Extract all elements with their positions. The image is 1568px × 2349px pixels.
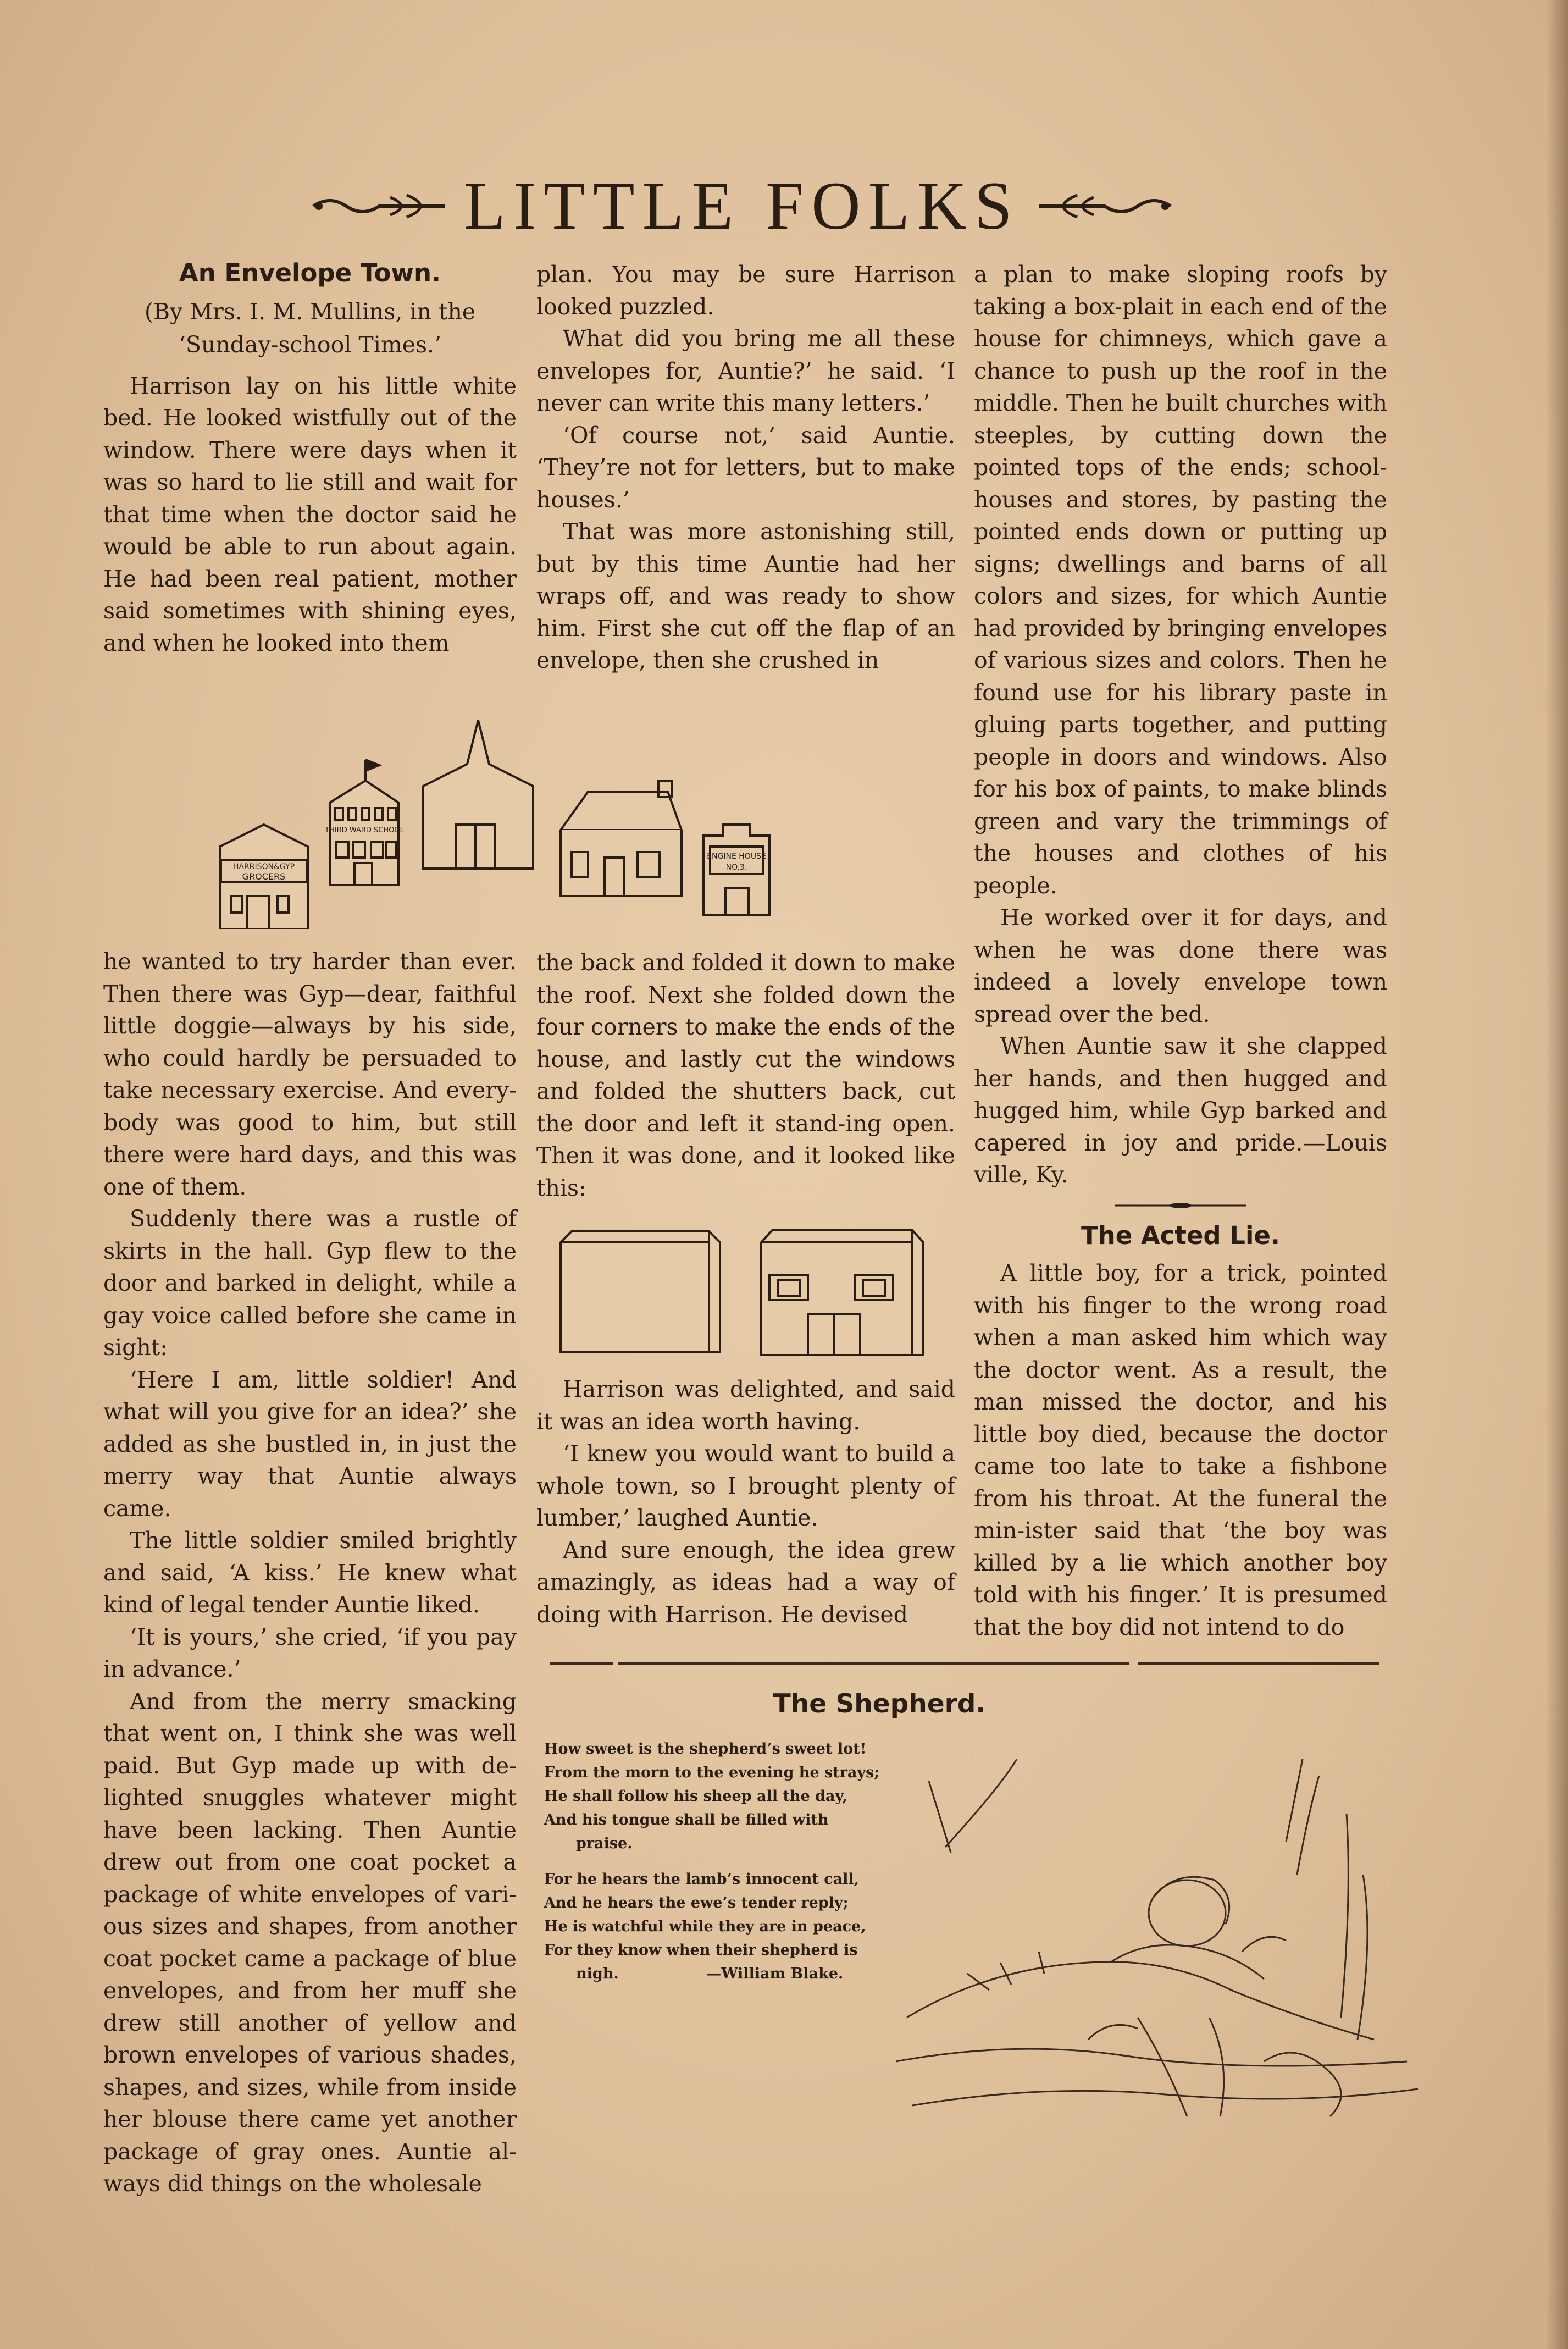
school-building (324, 760, 405, 885)
byline-line-1: (By Mrs. I. M. Mullins, in the (144, 298, 476, 325)
paragraph: A little boy, for a trick, pointed with his finger to the wrong road when a man asked him which way the doctor went. As a result, the man missed the doctor, and his little boy died, because the doctor came too late to take a fishbone from his throat. At the funeral the min-ister said that ‘the boy was killed by a lie which another boy told with his finger.’ It is presumed that the boy did not intend to do (974, 1260, 1387, 1640)
grocer-sign-2: GROCERS (242, 871, 286, 882)
paragraph: ‘I knew you would want to build a whole town, so I brought plenty of lumber,’ laughed Auntie. (536, 1440, 955, 1531)
paragraph: he wanted to try harder than ever. Then there was Gyp—dear, faithful little doggie—always by his side, who could hardly be persuaded to take necessary exercise. And every-body was good to him, but still there were hard days, and this was one of them. (103, 948, 517, 1200)
grocer-sign-1: HARRISON&GYP (232, 863, 295, 871)
acted-lie-title: The Acted Lie. (1081, 1220, 1281, 1250)
paragraph: What did you bring me all these envelopes for, Auntie?’ he said. ‘I never can write this many letters.’ (536, 325, 955, 416)
column-1-bottom (103, 946, 517, 2200)
paragraph: ‘Of course not,’ said Auntie. ‘They’re not for letters, but to make houses.’ (536, 422, 955, 513)
horizontal-rule (1138, 1662, 1379, 1665)
poem-line: From the morn to the evening he strays; (544, 1764, 880, 1781)
horizontal-rule (550, 1662, 613, 1665)
poem-line: And his tongue shall be filled with (544, 1811, 829, 1828)
column-2-lower (536, 1373, 955, 1631)
paragraph: And sure enough, the idea grew amazingly, as ideas had a way of doing with Harrison. He devised (536, 1536, 955, 1628)
masthead (275, 165, 1209, 247)
paragraph: The little soldier smiled brightly and said, ‘A kiss.’ He knew what kind of legal tender Auntie liked. (103, 1527, 517, 1618)
house-building (561, 781, 682, 896)
section-separator (1115, 1201, 1246, 1210)
masthead-title: LITTLE FOLKS (464, 168, 1020, 244)
column-2-middle (536, 947, 955, 1204)
poem-line: praise. (576, 1835, 633, 1852)
page-edge-shadow (1546, 0, 1568, 2349)
envelope-house-illustration (550, 1226, 934, 1369)
paragraph: And from the merry smacking that went on, I think she was well paid. But Gyp made up with de-lighted snuggles whatever might have been lacking. Then Auntie drew out from one coat pocket a package of white envelopes of vari-ous sizes and shapes, from another coat pocket came a package of blue envelopes, and from her muff she drew still another of yellow and brown envelopes of various shades, shapes, and sizes, while from inside her blouse there came yet another package of gray ones. Auntie al-ways did things on the wholesale (103, 1688, 517, 2197)
poem-line: And he hears the ewe’s tender reply; (544, 1894, 849, 1911)
paragraph: a plan to make sloping roofs by taking a box-plait in each end of the house for chimneys, which gave a chance to push up the roof in the middle. Then he built churches with steeples, by cutting down the pointed tops of the ends; school-houses and stores, by pasting the pointed ends down or putting up signs; dwellings and barns of all colors and sizes, for which Auntie had provided by bringing envelopes of various sizes and colors. Then he found use for his library paste in gluing parts together, and putting people in doors and windows. Also for his box of paints, to make blinds green and vary the trimmings of the houses and clothes of his people. (974, 261, 1387, 899)
poem-line: For he hears the lamb’s innocent call, (544, 1871, 860, 1888)
paragraph: Harrison lay on his little white bed. He looked wistfully out of the window. There were days when it was so hard to lie still and wait for that time when the doctor said he would be able to run about again. He had been real patient, mother said sometimes with shining eyes, and when he looked into them (103, 372, 517, 656)
right-ornament-icon (1033, 190, 1176, 223)
paragraph: plan. You may be sure Harrison looked puzzled. (536, 261, 955, 320)
paragraph: When Auntie saw it she clapped her hands, and then hugged and hugged him, while Gyp barked and capered in joy and pride.—Louis ville, Ky. (974, 1033, 1387, 1188)
paragraph: Suddenly there was a rustle of skirts in the hall. Gyp flew to the door and barked in delight, while a gay voice called before she came in sight: (103, 1206, 517, 1361)
left-ornament-icon (308, 190, 451, 223)
horizontal-rule (618, 1662, 1129, 1665)
column-3 (974, 258, 1387, 1643)
poem-title: The Shepherd. (773, 1689, 986, 1719)
byline-line-2: ‘Sunday-school Times.’ (178, 331, 442, 358)
poem-line: He is watchful while they are in peace, (544, 1918, 866, 1935)
paragraph: the back and folded it down to make the roof. Next she folded down the four corners to make the ends of the house, and lastly cut the windows and folded the shutters back, cut the door and left it stand-ing open. Then it was done, and it looked like this: (536, 949, 955, 1201)
engine-sign-2: NO.3. (725, 863, 747, 872)
story-title: An Envelope Town. (179, 258, 441, 288)
church-building (423, 720, 533, 869)
engine-house-building (703, 825, 769, 915)
envelope-town-illustration (209, 720, 923, 929)
column-2-top (536, 258, 955, 677)
poem (544, 1737, 901, 1986)
grocer-building (220, 825, 308, 929)
paragraph: Harrison was delighted, and said it was an idea worth having. (536, 1376, 955, 1435)
paragraph: ‘It is yours,’ she cried, ‘if you pay in advance.’ (103, 1623, 517, 1682)
paragraph: That was more astonishing still, but by this time Auntie had her wraps off, and was ready to show him. First she cut off the flap of an envelope, then she crushed in (536, 518, 955, 673)
column-1-top (103, 257, 517, 659)
school-sign: THIRD WARD SCHOOL (325, 826, 404, 834)
poem-author: —William Blake. (706, 1965, 844, 1982)
shepherd-illustration (879, 1732, 1429, 2127)
poem-line: For they know when their shepherd is (544, 1942, 858, 1959)
paragraph: ‘Here I am, little soldier! And what will you give for an idea?’ she added as she bustled in, in just the merry way that Auntie always came. (103, 1366, 517, 1522)
poem-line: He shall follow his sheep all the day, (544, 1788, 848, 1805)
poem-line: nigh. (576, 1965, 619, 1982)
engine-sign-1: ENGINE HOUSE (707, 852, 766, 861)
paragraph: He worked over it for days, and when he was done there was indeed a lovely envelope town spread over the bed. (974, 904, 1387, 1027)
poem-line: How sweet is the shepherd’s sweet lot! (544, 1740, 867, 1757)
